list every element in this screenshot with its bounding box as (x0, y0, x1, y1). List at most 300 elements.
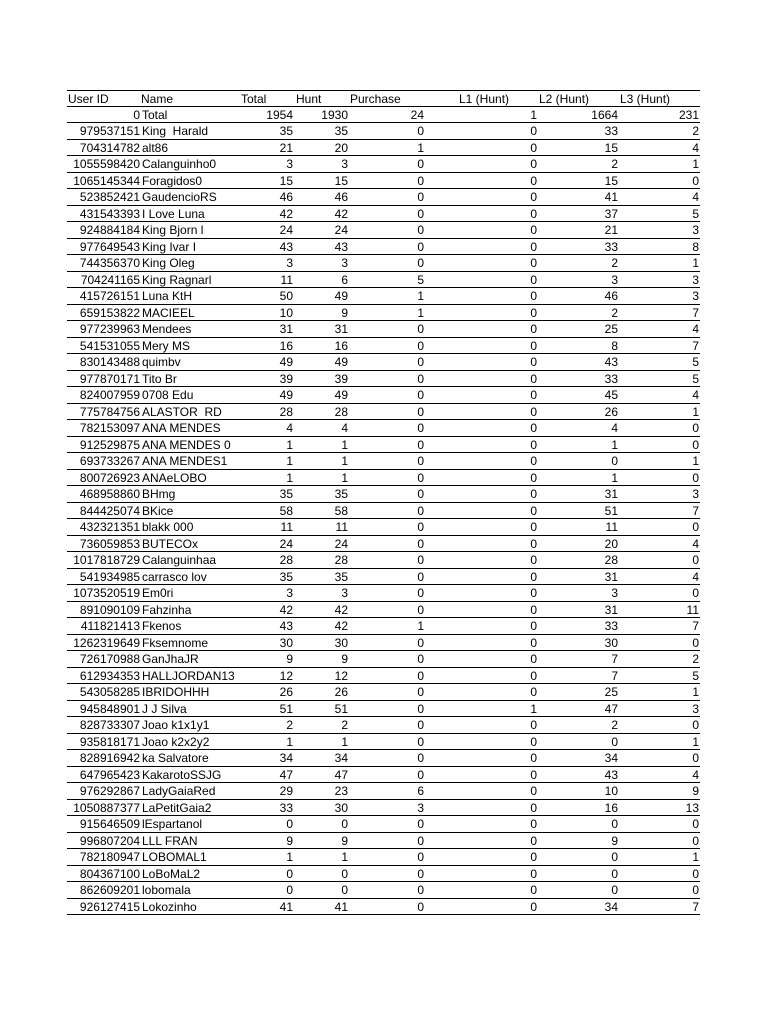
cell-l1-hunt: 0 (530, 536, 537, 551)
cell-total: 3 (286, 586, 293, 600)
cell-user-id: 828733307 (79, 718, 140, 732)
table-row (67, 156, 700, 173)
cell-hunt: 3 (341, 256, 348, 270)
cell-l2-hunt: 47 (604, 701, 618, 716)
cell-purchase: 0 (417, 586, 424, 600)
cell-l3-hunt: 0 (692, 751, 699, 765)
cell-purchase: 0 (417, 817, 424, 831)
cell-name: I Love Luna (142, 206, 205, 221)
cell-total: 1 (286, 437, 293, 452)
cell-l2-hunt: 7 (611, 668, 618, 683)
cell-l2-hunt: 2 (611, 256, 618, 270)
cell-user-id: 935818171 (79, 734, 140, 749)
table-row (67, 618, 700, 635)
cell-hunt: 35 (334, 124, 348, 138)
cell-l1-hunt: 0 (530, 619, 537, 633)
cell-l3-hunt: 5 (692, 371, 699, 386)
cell-hunt: 0 (341, 817, 348, 831)
cell-name: GanJhaJR (142, 652, 199, 666)
cell-user-id: 523852421 (79, 190, 140, 204)
cell-name: IBRIDOHHH (142, 685, 210, 699)
cell-l1-hunt: 0 (530, 190, 537, 204)
cell-l3-hunt: 7 (692, 305, 699, 320)
cell-purchase: 1 (417, 289, 424, 303)
cell-l3-hunt: 0 (692, 421, 699, 435)
table-row (67, 486, 700, 503)
table-row (67, 536, 700, 553)
cell-user-id: 915646509 (79, 817, 140, 831)
cell-total: 29 (279, 784, 293, 798)
cell-name: LOBOMAL1 (142, 850, 207, 864)
cell-total: 26 (279, 685, 293, 699)
cell-purchase: 3 (417, 800, 424, 815)
cell-name: BUTECOx (142, 536, 199, 551)
cell-l2-hunt: 34 (604, 899, 618, 914)
cell-purchase: 0 (417, 256, 424, 270)
cell-name: Fksemnome (142, 635, 209, 650)
cell-l3-hunt: 231 (678, 107, 699, 122)
cell-l2-hunt: 0 (611, 454, 618, 468)
cell-purchase: 0 (417, 124, 424, 138)
table-row (67, 684, 700, 701)
cell-l2-hunt: 15 (604, 140, 618, 155)
cell-name: LoBoMaL2 (142, 866, 201, 881)
cell-purchase: 24 (410, 107, 424, 122)
cell-l3-hunt: 3 (692, 272, 699, 287)
cell-l1-hunt: 0 (530, 652, 537, 666)
cell-user-id: 1262319649 (73, 635, 140, 650)
cell-l3-hunt: 3 (692, 701, 699, 716)
cell-total: 43 (279, 239, 293, 254)
cell-name: King Bjorn l (142, 223, 204, 237)
cell-hunt: 51 (334, 701, 348, 716)
table-row (67, 585, 700, 602)
cell-total: 42 (279, 602, 293, 617)
table-header-row (67, 90, 700, 107)
cell-hunt: 35 (334, 487, 348, 501)
cell-l1-hunt: 0 (530, 718, 537, 732)
cell-hunt: 39 (334, 371, 348, 386)
table-row (67, 651, 700, 668)
cell-name: LadyGaiaRed (142, 784, 216, 798)
cell-total: 9 (286, 652, 293, 666)
header-l1-hunt: L1 (Hunt) (459, 92, 510, 106)
cell-total: 2 (286, 718, 293, 732)
table-row (67, 288, 700, 305)
cell-name: Total (142, 107, 168, 122)
cell-hunt: 31 (334, 322, 348, 336)
cell-l1-hunt: 1 (530, 107, 537, 122)
table-row (67, 453, 700, 470)
cell-hunt: 4 (341, 421, 348, 435)
cell-total: 10 (279, 305, 293, 320)
cell-name: Foragidos0 (142, 173, 203, 188)
cell-hunt: 1 (341, 454, 348, 468)
cell-l3-hunt: 4 (692, 190, 699, 204)
cell-l3-hunt: 0 (692, 520, 699, 534)
cell-l3-hunt: 5 (692, 668, 699, 683)
cell-l1-hunt: 0 (530, 586, 537, 600)
cell-l1-hunt: 0 (530, 602, 537, 617)
cell-hunt: 9 (341, 833, 348, 848)
cell-l1-hunt: 0 (530, 899, 537, 914)
cell-purchase: 0 (417, 701, 424, 716)
header-l3-hunt: L3 (Hunt) (620, 92, 671, 106)
cell-l1-hunt: 0 (530, 124, 537, 138)
cell-hunt: 30 (334, 800, 348, 815)
cell-hunt: 34 (334, 751, 348, 765)
cell-l2-hunt: 41 (604, 190, 618, 204)
cell-l1-hunt: 0 (530, 635, 537, 650)
cell-name: BHmg (142, 487, 176, 501)
cell-purchase: 0 (417, 437, 424, 452)
cell-l2-hunt: 16 (604, 800, 618, 815)
cell-l1-hunt: 0 (530, 223, 537, 237)
cell-l1-hunt: 0 (530, 338, 537, 353)
cell-l1-hunt: 0 (530, 355, 537, 369)
cell-total: 24 (279, 223, 293, 237)
cell-l1-hunt: 0 (530, 734, 537, 749)
cell-user-id: 704314782 (79, 140, 140, 155)
header-total: Total (241, 92, 267, 106)
cell-l1-hunt: 0 (530, 404, 537, 419)
cell-total: 1 (286, 734, 293, 749)
cell-name: Fkenos (142, 619, 182, 633)
cell-user-id: 1065145344 (73, 173, 140, 188)
cell-l1-hunt: 1 (530, 701, 537, 716)
cell-purchase: 0 (417, 602, 424, 617)
cell-l1-hunt: 0 (530, 140, 537, 155)
cell-total: 43 (279, 619, 293, 633)
cell-purchase: 0 (417, 404, 424, 419)
cell-l3-hunt: 1 (692, 454, 699, 468)
cell-l2-hunt: 3 (611, 586, 618, 600)
cell-total: 28 (279, 553, 293, 567)
cell-l1-hunt: 0 (530, 866, 537, 881)
cell-l3-hunt: 0 (692, 586, 699, 600)
cell-l1-hunt: 0 (530, 883, 537, 897)
cell-l3-hunt: 0 (692, 470, 699, 485)
cell-l3-hunt: 7 (692, 619, 699, 633)
cell-l2-hunt: 51 (604, 503, 618, 518)
cell-purchase: 0 (417, 718, 424, 732)
cell-name: Joao k2x2y2 (142, 734, 210, 749)
cell-l3-hunt: 1 (692, 404, 699, 419)
cell-total: 31 (279, 322, 293, 336)
cell-purchase: 1 (417, 619, 424, 633)
cell-total: 15 (279, 173, 293, 188)
cell-user-id: 647965423 (79, 767, 140, 782)
cell-user-id: 704241165 (80, 272, 140, 287)
table-row (67, 767, 700, 784)
cell-user-id: 976292867 (79, 784, 140, 798)
cell-total: 49 (279, 355, 293, 369)
cell-name: alt86 (142, 140, 169, 155)
cell-purchase: 5 (417, 272, 424, 287)
cell-total: 21 (279, 140, 293, 155)
cell-l3-hunt: 3 (692, 289, 699, 303)
cell-hunt: 49 (334, 289, 348, 303)
cell-l2-hunt: 25 (604, 685, 618, 699)
cell-name: GaudencioRS (142, 190, 217, 204)
table-row (67, 717, 700, 734)
cell-purchase: 0 (417, 899, 424, 914)
cell-user-id: 431543393 (79, 206, 140, 221)
cell-l1-hunt: 0 (530, 388, 537, 402)
table-row (67, 816, 700, 833)
cell-purchase: 0 (417, 553, 424, 567)
cell-user-id: 1055598420 (73, 157, 140, 171)
cell-total: 35 (279, 487, 293, 501)
cell-l2-hunt: 33 (604, 371, 618, 386)
cell-name: Tito Br (142, 371, 177, 386)
cell-hunt: 20 (334, 140, 348, 155)
cell-l3-hunt: 0 (692, 817, 699, 831)
cell-user-id: 736059853 (79, 536, 140, 551)
cell-hunt: 3 (341, 157, 348, 171)
cell-name: Mery MS (142, 338, 190, 353)
cell-purchase: 0 (417, 635, 424, 650)
cell-l2-hunt: 0 (611, 866, 618, 881)
cell-name: King Harald (142, 124, 209, 138)
cell-hunt: 24 (334, 223, 348, 237)
cell-l3-hunt: 9 (692, 784, 699, 798)
cell-user-id: 0 (133, 107, 140, 122)
cell-l2-hunt: 2 (611, 718, 618, 732)
cell-name: ALASTOR RD (142, 404, 222, 419)
cell-name: LLL FRAN (142, 833, 198, 848)
cell-total: 39 (279, 371, 293, 386)
cell-user-id: 612934353 (79, 668, 140, 683)
cell-total: 9 (286, 833, 293, 848)
cell-name: King Oleg (142, 256, 195, 270)
cell-l2-hunt: 25 (604, 322, 618, 336)
cell-purchase: 0 (417, 850, 424, 864)
cell-total: 11 (280, 520, 293, 534)
cell-hunt: 6 (341, 272, 348, 287)
cell-purchase: 0 (417, 470, 424, 485)
cell-user-id: 977649543 (79, 239, 140, 254)
cell-user-id: 828916942 (79, 751, 140, 765)
cell-total: 16 (279, 338, 293, 353)
cell-purchase: 0 (417, 866, 424, 881)
cell-user-id: 782180947 (79, 850, 140, 864)
cell-l2-hunt: 7 (611, 652, 618, 666)
cell-hunt: 41 (334, 899, 348, 914)
cell-total: 47 (279, 767, 293, 782)
cell-l3-hunt: 11 (686, 602, 699, 617)
cell-user-id: 411821413 (80, 619, 140, 633)
cell-hunt: 58 (334, 503, 348, 518)
cell-l2-hunt: 9 (611, 833, 618, 848)
table-row (67, 734, 700, 751)
cell-l2-hunt: 33 (604, 239, 618, 254)
cell-l1-hunt: 0 (530, 206, 537, 221)
table-row (67, 321, 700, 338)
cell-name: ANA MENDES1 (142, 454, 228, 468)
cell-l3-hunt: 0 (692, 883, 699, 897)
cell-l1-hunt: 0 (530, 157, 537, 171)
table-row (67, 140, 700, 157)
cell-user-id: 830143488 (79, 355, 140, 369)
cell-l1-hunt: 0 (530, 454, 537, 468)
cell-total: 42 (279, 206, 293, 221)
cell-l3-hunt: 7 (692, 338, 699, 353)
cell-l1-hunt: 0 (530, 503, 537, 518)
cell-user-id: 979537151 (79, 124, 140, 138)
cell-l1-hunt: 0 (530, 256, 537, 270)
table-row (67, 849, 700, 866)
cell-user-id: 800726923 (79, 470, 140, 485)
cell-purchase: 0 (417, 239, 424, 254)
table-row (67, 470, 700, 487)
cell-total: 3 (286, 256, 293, 270)
cell-user-id: 891090109 (79, 602, 140, 617)
cell-name: King Ivar I (142, 239, 197, 254)
cell-name: Fahzinha (142, 602, 192, 617)
table-row (67, 305, 700, 322)
cell-l1-hunt: 0 (530, 767, 537, 782)
table-row (67, 866, 700, 883)
cell-hunt: 12 (334, 668, 348, 683)
cell-purchase: 0 (417, 355, 424, 369)
cell-purchase: 0 (417, 190, 424, 204)
cell-purchase: 0 (417, 652, 424, 666)
cell-user-id: 415726151 (79, 289, 140, 303)
cell-l3-hunt: 0 (692, 173, 699, 188)
table-body (67, 107, 700, 916)
cell-total: 35 (279, 124, 293, 138)
header-hunt: Hunt (296, 92, 322, 106)
cell-purchase: 0 (417, 322, 424, 336)
cell-hunt: 49 (334, 388, 348, 402)
cell-total: 24 (279, 536, 293, 551)
table-row (67, 552, 700, 569)
cell-l2-hunt: 0 (611, 850, 618, 864)
cell-name: Lokozinho (142, 899, 197, 914)
cell-l3-hunt: 5 (692, 206, 699, 221)
cell-user-id: 1017818729 (73, 553, 140, 567)
cell-l2-hunt: 8 (611, 338, 618, 353)
cell-l3-hunt: 1 (692, 157, 699, 171)
cell-name: Calanguinho0 (142, 157, 217, 171)
cell-hunt: 11 (335, 520, 348, 534)
table-row (67, 387, 700, 404)
header-name: Name (141, 92, 174, 106)
cell-name: blakk 000 (142, 520, 194, 534)
table-row (67, 206, 700, 223)
cell-l2-hunt: 33 (604, 619, 618, 633)
cell-hunt: 46 (334, 190, 348, 204)
cell-purchase: 0 (417, 536, 424, 551)
cell-user-id: 541934985 (79, 569, 140, 584)
cell-l2-hunt: 46 (604, 289, 618, 303)
cell-name: ANA MENDES (142, 421, 221, 435)
cell-l3-hunt: 0 (692, 635, 699, 650)
cell-purchase: 0 (417, 503, 424, 518)
cell-user-id: 804367100 (79, 866, 140, 881)
cell-l3-hunt: 2 (692, 652, 699, 666)
cell-purchase: 0 (417, 173, 424, 188)
cell-total: 34 (279, 751, 293, 765)
header-l2-hunt: L2 (Hunt) (539, 92, 590, 106)
cell-user-id: 862609201 (79, 883, 140, 897)
table-row (67, 899, 700, 916)
cell-total: 12 (279, 668, 293, 683)
cell-user-id: 775784756 (79, 404, 140, 419)
cell-purchase: 0 (417, 487, 424, 501)
cell-l3-hunt: 3 (692, 487, 699, 501)
cell-user-id: 945848901 (79, 701, 140, 716)
cell-l3-hunt: 4 (692, 569, 699, 584)
cell-l2-hunt: 43 (604, 767, 618, 782)
cell-l2-hunt: 33 (604, 124, 618, 138)
cell-hunt: 15 (334, 173, 348, 188)
cell-l3-hunt: 5 (692, 355, 699, 369)
cell-hunt: 24 (334, 536, 348, 551)
cell-total: 46 (279, 190, 293, 204)
cell-total: 58 (279, 503, 293, 518)
cell-name: lobomala (142, 883, 191, 897)
cell-l2-hunt: 10 (604, 784, 618, 798)
cell-l3-hunt: 4 (692, 322, 699, 336)
cell-user-id: 782153097 (79, 421, 140, 435)
cell-l2-hunt: 1 (611, 470, 618, 485)
table-row (67, 750, 700, 767)
cell-total: 1 (286, 454, 293, 468)
cell-purchase: 1 (417, 305, 424, 320)
table-row (67, 239, 700, 256)
cell-hunt: 35 (334, 569, 348, 584)
cell-name: ANA MENDES 0 (142, 437, 231, 452)
table-row (67, 503, 700, 520)
cell-user-id: 1073520519 (73, 586, 140, 600)
table-row (67, 107, 700, 124)
cell-total: 33 (279, 800, 293, 815)
cell-l2-hunt: 3 (611, 272, 618, 287)
cell-l1-hunt: 0 (530, 800, 537, 815)
cell-l2-hunt: 28 (604, 553, 618, 567)
cell-user-id: 824007959 (79, 388, 140, 402)
table-row (67, 173, 700, 190)
cell-l3-hunt: 0 (692, 553, 699, 567)
table-row (67, 783, 700, 800)
table-row (67, 354, 700, 371)
cell-hunt: 30 (334, 635, 348, 650)
cell-total: 3 (286, 157, 293, 171)
cell-name: Luna KtH (142, 289, 193, 303)
cell-l3-hunt: 0 (692, 866, 699, 881)
cell-l3-hunt: 7 (692, 899, 699, 914)
table-row (67, 668, 700, 685)
cell-name: MACIEEL (142, 305, 195, 320)
header-user-id: User ID (68, 92, 109, 106)
cell-l2-hunt: 15 (604, 173, 618, 188)
cell-l1-hunt: 0 (530, 322, 537, 336)
cell-user-id: 432321351 (79, 520, 140, 534)
cell-l1-hunt: 0 (530, 289, 537, 303)
cell-l1-hunt: 0 (530, 569, 537, 584)
cell-total: 49 (279, 388, 293, 402)
cell-user-id: 924884184 (79, 223, 140, 237)
cell-l2-hunt: 26 (604, 404, 618, 419)
cell-name: BKice (142, 503, 174, 518)
cell-l2-hunt: 2 (611, 305, 618, 320)
cell-user-id: 468958860 (79, 487, 140, 501)
cell-l3-hunt: 1 (692, 734, 699, 749)
cell-l2-hunt: 11 (605, 520, 618, 534)
cell-l2-hunt: 1 (611, 437, 618, 452)
